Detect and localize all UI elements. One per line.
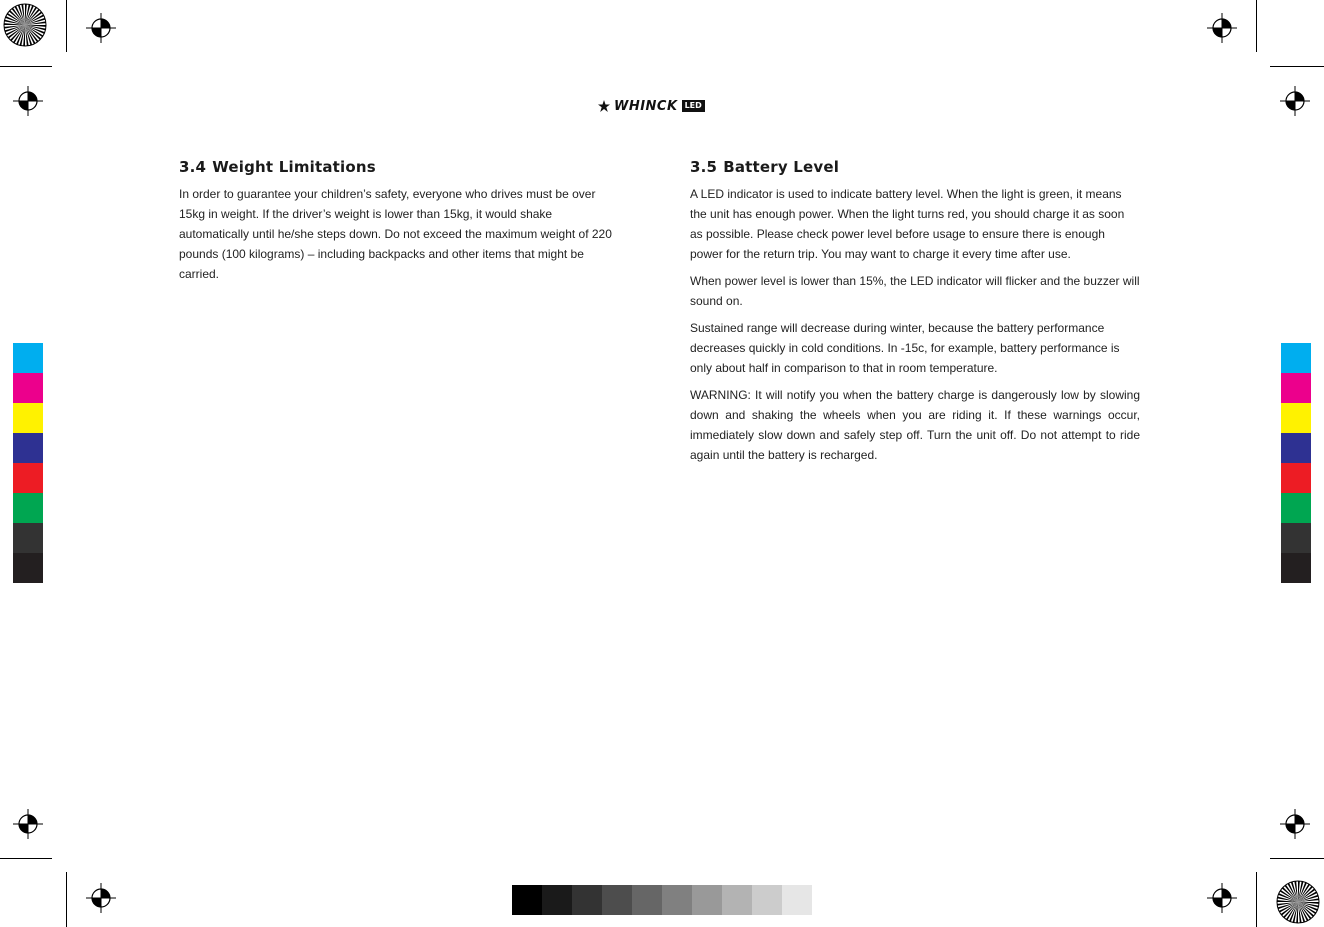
section-number: 3.5 <box>690 158 718 176</box>
gray-swatch <box>782 885 812 915</box>
color-swatch <box>1281 493 1311 523</box>
gray-swatch <box>572 885 602 915</box>
gray-swatch <box>722 885 752 915</box>
brand-name: WHINCK <box>614 98 678 114</box>
gray-swatch <box>632 885 662 915</box>
gray-swatch <box>662 885 692 915</box>
color-swatch <box>1281 463 1311 493</box>
color-swatch <box>13 373 43 403</box>
color-bar-left <box>13 343 43 583</box>
color-swatch <box>13 463 43 493</box>
gray-swatch <box>692 885 722 915</box>
paragraph: A LED indicator is used to indicate battery level. When the light is green, it means the unit has enough power. When the light turns red, you should charge it as soon as possible. Please check power level before usage to ensure there is enough power for the return trip. You may want to charge it every time after use. <box>690 187 1125 261</box>
color-bar-right <box>1281 343 1311 583</box>
color-swatch <box>1281 523 1311 553</box>
color-swatch <box>13 553 43 583</box>
paragraph: In order to guarantee your children’s safety, everyone who drives must be over 15kg in weight. If the driver’s weight is lower than 15kg, it would shake automatically until he/she steps down. Do not exceed the maximum weight of 220 pounds (100 kilograms) – including backpacks and other items that might be carried. <box>179 187 612 281</box>
grayscale-bar <box>512 885 812 915</box>
registration-mark-icon <box>1280 809 1310 839</box>
color-swatch <box>13 433 43 463</box>
starburst-target-icon <box>1276 880 1320 924</box>
section-weight-limitations <box>179 157 619 291</box>
warning-paragraph: WARNING: It will notify you when the battery charge is dangerously low by slowing down and shaking the wheels when you are riding it. If these warnings occur, immediately slow down and safely step off. Turn the unit off. Do not attempt to ride again until the battery is recharged. <box>690 388 1140 462</box>
crop-line <box>0 66 52 67</box>
crop-line <box>1270 66 1324 67</box>
paragraph: Sustained range will decrease during winter, because the battery performance decreases quickly in cold conditions. In -15c, for example, battery performance is only about half in comparison to that in room temperature. <box>690 321 1120 375</box>
color-swatch <box>13 493 43 523</box>
section-heading <box>179 157 619 177</box>
section-battery-level <box>690 157 1140 472</box>
brand-logo <box>598 96 705 116</box>
crop-line <box>0 858 52 859</box>
registration-mark-icon <box>13 809 43 839</box>
color-swatch <box>1281 403 1311 433</box>
section-heading <box>690 157 1140 177</box>
crop-line <box>1270 858 1324 859</box>
registration-mark-icon <box>86 883 116 913</box>
crop-line <box>66 872 67 927</box>
gray-swatch <box>602 885 632 915</box>
crop-line <box>1256 872 1257 927</box>
section-title: Weight Limitations <box>212 158 376 176</box>
section-number: 3.4 <box>179 158 207 176</box>
color-swatch <box>13 523 43 553</box>
gray-swatch <box>752 885 782 915</box>
paragraph: When power level is lower than 15%, the LED indicator will flicker and the buzzer will sound on. <box>690 274 1140 308</box>
starburst-target-icon <box>3 3 47 47</box>
section-title: Battery Level <box>723 158 840 176</box>
gray-swatch <box>512 885 542 915</box>
brand-badge: LED <box>682 100 705 112</box>
color-swatch <box>13 343 43 373</box>
star-icon <box>598 100 610 112</box>
registration-mark-icon <box>86 13 116 43</box>
color-swatch <box>1281 373 1311 403</box>
color-swatch <box>1281 433 1311 463</box>
crop-line <box>66 0 67 52</box>
registration-mark-icon <box>1207 883 1237 913</box>
registration-mark-icon <box>1280 86 1310 116</box>
registration-mark-icon <box>1207 13 1237 43</box>
color-swatch <box>13 403 43 433</box>
color-swatch <box>1281 553 1311 583</box>
registration-mark-icon <box>13 86 43 116</box>
color-swatch <box>1281 343 1311 373</box>
gray-swatch <box>542 885 572 915</box>
crop-line <box>1256 0 1257 52</box>
